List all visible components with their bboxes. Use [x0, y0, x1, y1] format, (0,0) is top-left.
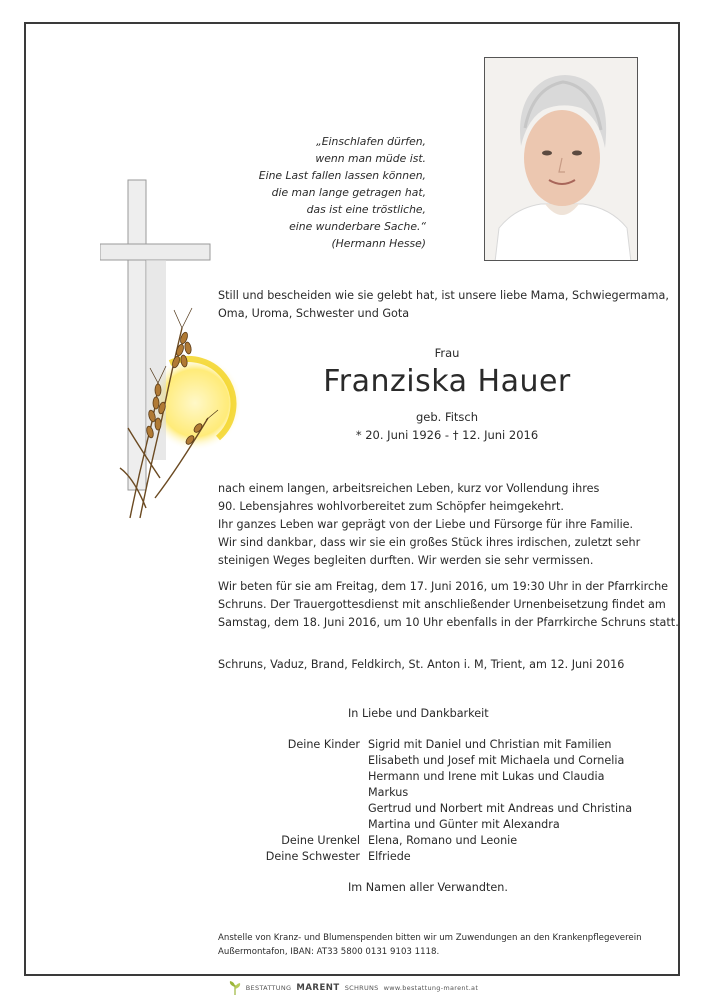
- paragraph-line: steinigen Weges begleiten durften. Wir werden sie sehr vermissen.: [218, 554, 594, 567]
- paragraph-line: Wir beten für sie am Freitag, dem 17. Juni 2016, um 19:30 Uhr in der Pfarrkirche: [218, 580, 669, 593]
- family-names: Martina und Günter mit Alexandra: [368, 818, 560, 831]
- funeral-home-brand: [0, 978, 707, 998]
- brand-name: MARENT: [296, 983, 340, 993]
- paragraph-line: 90. Lebensjahres wohlvorbereitet zum Schöpfer heimgekehrt.: [218, 500, 564, 513]
- family-names: Markus: [368, 786, 409, 799]
- honorific: Frau: [434, 346, 460, 360]
- quote-line: wenn man müde ist.: [315, 152, 426, 165]
- family-names: Elfriede: [368, 850, 411, 863]
- family-role: [218, 753, 368, 769]
- quote-line: eine wunderbare Sache.“: [289, 220, 426, 233]
- donation-line: Außermontafon, IBAN: AT33 5800 0131 9103 1118.: [218, 947, 440, 957]
- family-row: [218, 737, 658, 753]
- portrait-photo: [484, 57, 638, 261]
- quote-line: „Einschlafen dürfen,: [316, 135, 426, 148]
- family-names: Elisabeth und Josef mit Michaela und Cornelia: [368, 754, 625, 767]
- intro-line: Oma, Uroma, Schwester und Gota: [218, 307, 410, 320]
- family-row: [218, 801, 658, 817]
- quote-author: (Hermann Hesse): [331, 237, 426, 250]
- maiden-name: geb. Fitsch: [415, 410, 479, 424]
- family-role: [218, 817, 368, 833]
- life-paragraph: [218, 480, 640, 570]
- family-role: [218, 801, 368, 817]
- quote-line: das ist eine tröstliche,: [306, 203, 426, 216]
- family-role: [218, 785, 368, 801]
- hesse-quote: [236, 133, 426, 252]
- brand-url[interactable]: www.bestattung-marent.at: [383, 984, 479, 992]
- paragraph-line: nach einem langen, arbeitsreichen Leben, kurz vor Vollendung ihres: [218, 482, 600, 495]
- paragraph-line: Ihr ganzes Leben war geprägt von der Liebe und Fürsorge für ihre Familie.: [218, 518, 634, 531]
- family-row: [218, 849, 658, 865]
- family-role: [218, 769, 368, 785]
- family-row: [218, 785, 658, 801]
- donation-line: Anstelle von Kranz- und Blumenspenden bitten wir um Zuwendungen an den Krankenpflegeverein: [218, 933, 642, 943]
- quote-line: die man lange getragen hat,: [271, 186, 426, 199]
- family-role: Deine Urenkel: [281, 834, 360, 847]
- closing-line: Im Namen aller Verwandten.: [348, 881, 508, 894]
- family-role: Deine Schwester: [265, 850, 360, 863]
- service-paragraph: [218, 578, 679, 632]
- family-names: Gertrud und Norbert mit Andreas und Christina: [368, 802, 633, 815]
- family-row: [218, 769, 658, 785]
- deceased-name: Franziska Hauer: [323, 364, 571, 399]
- love-line: In Liebe und Dankbarkeit: [348, 707, 489, 720]
- family-role: Deine Kinder: [287, 738, 360, 751]
- paragraph-line: Samstag, dem 18. Juni 2016, um 10 Uhr ebenfalls in der Pfarrkirche Schruns statt.: [218, 616, 679, 629]
- family-row: [218, 753, 658, 769]
- family-names: Hermann und Irene mit Lukas und Claudia: [368, 770, 605, 783]
- donation-note: [218, 931, 642, 959]
- quote-line: Eine Last fallen lassen können,: [258, 169, 426, 182]
- intro-line: Still und bescheiden wie sie gelebt hat, ist unsere liebe Mama, Schwiegermama,: [218, 289, 669, 302]
- family-row: [218, 817, 658, 833]
- brand-prefix: BESTATTUNG: [245, 984, 292, 992]
- leaf-logo-icon: [229, 981, 241, 995]
- brand-town: SCHRUNS: [344, 984, 379, 992]
- family-list: [218, 737, 658, 865]
- family-row: [218, 833, 658, 849]
- paragraph-line: Schruns. Der Trauergottesdienst mit anschließender Urnenbeisetzung findet am: [218, 598, 666, 611]
- family-names: Elena, Romano und Leonie: [368, 834, 518, 847]
- intro-text: [218, 287, 678, 323]
- family-names: Sigrid mit Daniel und Christian mit Familien: [368, 738, 612, 751]
- paragraph-line: Wir sind dankbar, dass wir sie ein großes Stück ihres irdischen, zuletzt sehr: [218, 536, 641, 549]
- life-dates: * 20. Juni 1926 - † 12. Juni 2016: [355, 428, 539, 442]
- place-date: Schruns, Vaduz, Brand, Feldkirch, St. Anton i. M, Trient, am 12. Juni 2016: [218, 658, 625, 671]
